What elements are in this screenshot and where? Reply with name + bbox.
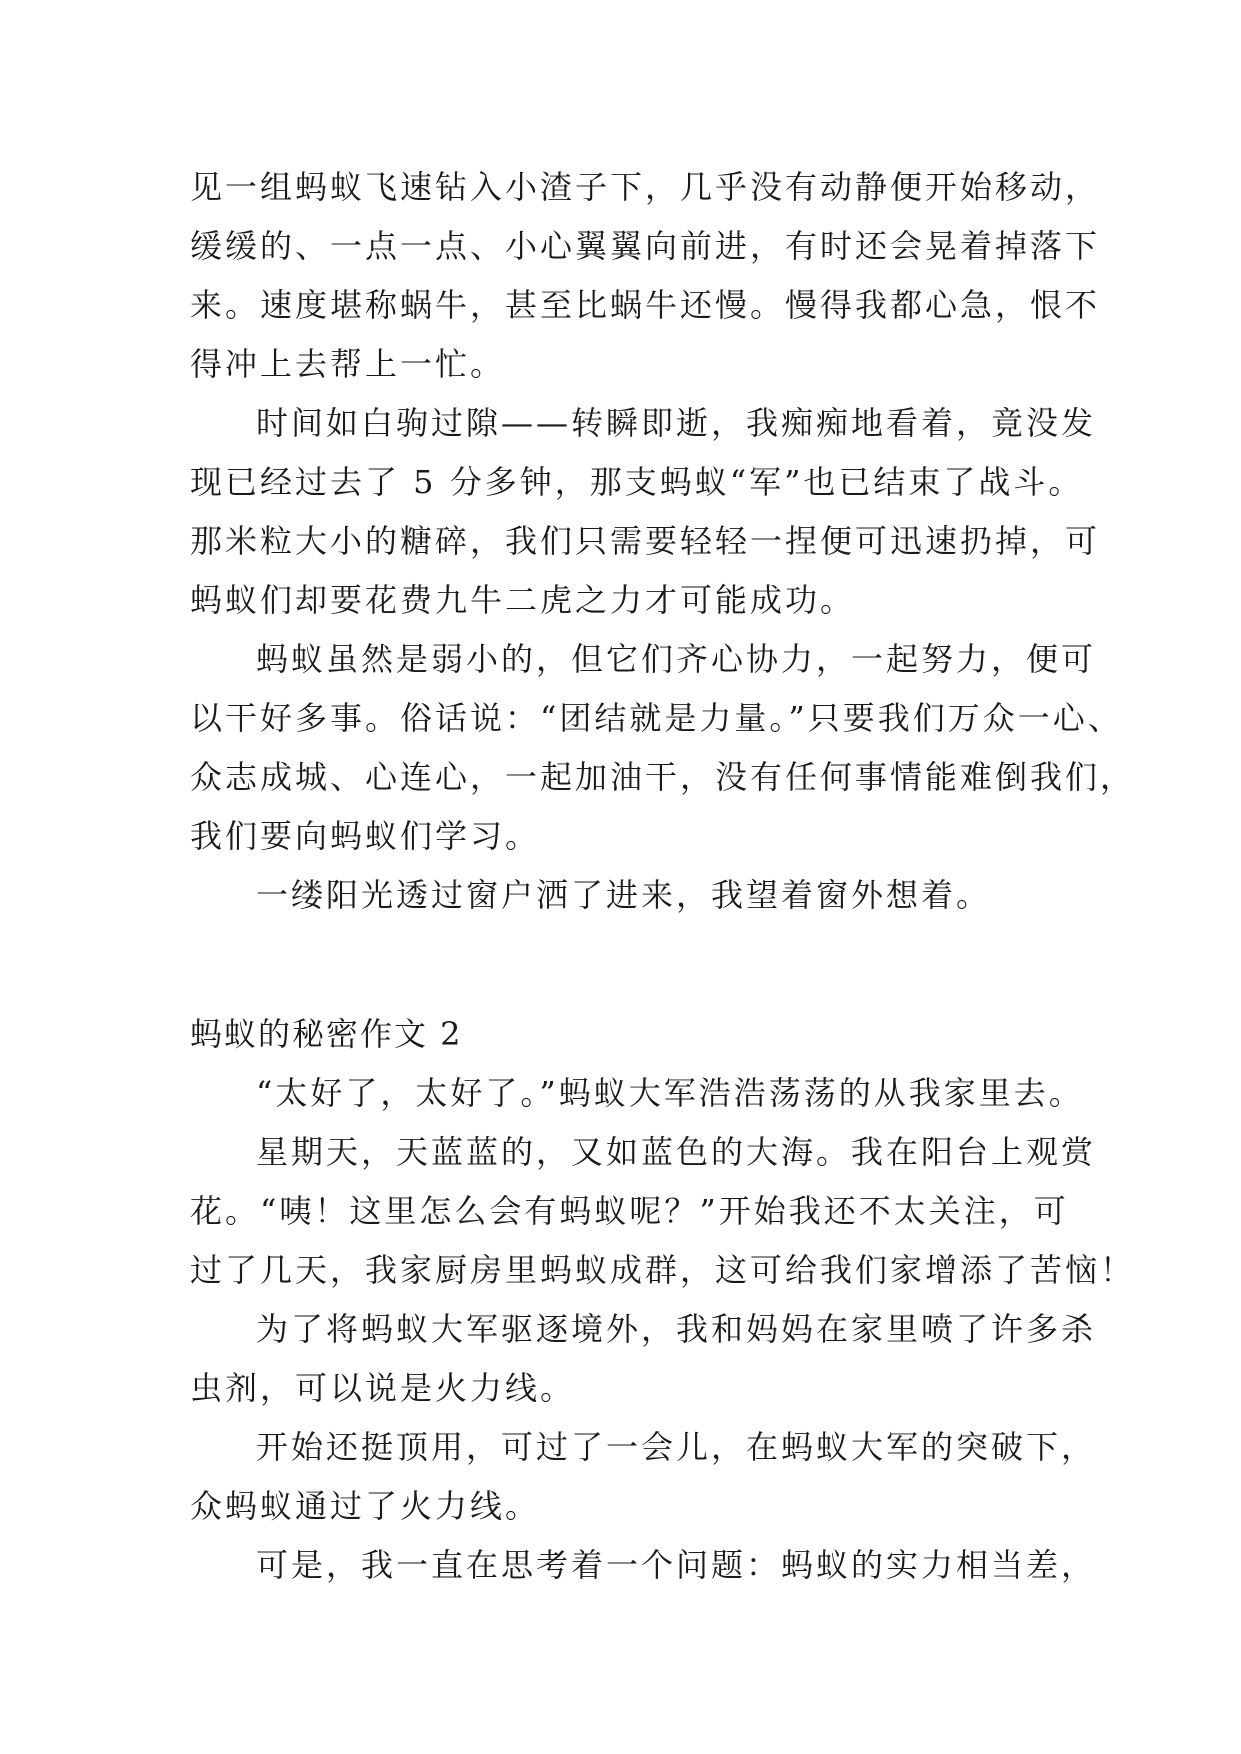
document-body — [190, 158, 1136, 1595]
section-spacer — [190, 925, 1070, 1005]
paragraph-start-line: “太好了，太好了。”蚂蚁大军浩浩荡荡的从我家里去。 — [256, 1074, 1084, 1112]
text-line: 过了几天，我家厨房里蚂蚁成群，这可给我们家增添了苦恼！ — [190, 1251, 1136, 1289]
paragraph-start-line: 开始还挺顶用，可过了一会儿，在蚂蚁大军的突破下， — [256, 1428, 1097, 1466]
text-line: 得冲上去帮上一忙。 — [190, 345, 506, 383]
text-line: 我们要向蚂蚁们学习。 — [190, 817, 541, 855]
text-line: 蚂蚁们却要花费九牛二虎之力才可能成功。 — [190, 581, 856, 619]
paragraph-start-line: 星期天，天蓝蓝的，又如蓝色的大海。我在阳台上观赏 — [256, 1133, 1097, 1171]
text-line: 见一组蚂蚁飞速钻入小渣子下，几乎没有动静便开始移动， — [190, 168, 1101, 206]
text-line: 现已经过去了 5 分多钟，那支蚂蚁“军”也已结束了战斗。 — [190, 463, 1084, 501]
paragraph-start-line: 时间如白驹过隙——转瞬即逝，我痴痴地看着，竟没发 — [256, 404, 1097, 442]
text-line: 虫剂，可以说是火力线。 — [190, 1369, 576, 1407]
paragraph-start-line: 一缕阳光透过窗户洒了进来，我望着窗外想着。 — [256, 876, 992, 914]
text-line: 缓缓的、一点一点、小心翼翼向前进，有时还会晃着掉落下 — [190, 227, 1101, 265]
paragraph-start-line: 蚂蚁虽然是弱小的，但它们齐心协力，一起努力，便可 — [256, 640, 1097, 678]
text-line: 那米粒大小的糖碎，我们只需要轻轻一捏便可迅速扔掉，可 — [190, 522, 1101, 560]
paragraph-start-line: 可是，我一直在思考着一个问题：蚂蚁的实力相当差， — [256, 1546, 1097, 1584]
paragraph-start-line: 为了将蚂蚁大军驱逐境外，我和妈妈在家里喷了许多杀 — [256, 1310, 1097, 1348]
text-line: 花。“咦！这里怎么会有蚂蚁呢？”开始我还不太关注，可 — [190, 1192, 1069, 1230]
text-line: 众蚂蚁通过了火力线。 — [190, 1487, 541, 1525]
text-line: 来。速度堪称蜗牛，甚至比蜗牛还慢。慢得我都心急，恨不 — [190, 286, 1101, 324]
text-line: 众志成城、心连心，一起加油干，没有任何事情能难倒我们， — [190, 758, 1136, 796]
text-line: 以干好多事。俗话说：“团结就是力量。”只要我们万众一心、 — [190, 699, 1123, 737]
section-heading: 蚂蚁的秘密作文 2 — [190, 1015, 463, 1053]
